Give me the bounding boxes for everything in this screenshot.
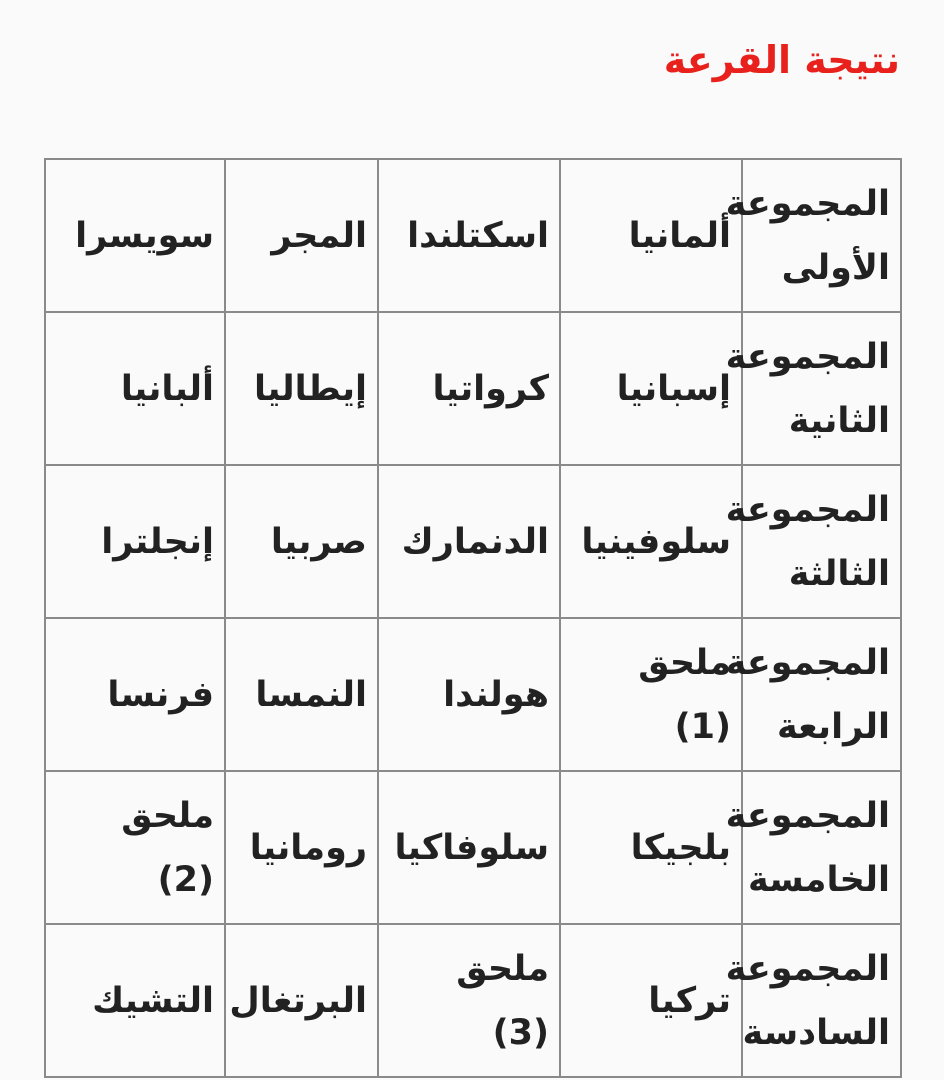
team-cell: إيطاليا (225, 312, 378, 465)
team-cell: ملحق (3) (378, 924, 560, 1077)
team-cell: إسبانيا (560, 312, 742, 465)
group-name: المجموعة الثانية (742, 312, 901, 465)
team-cell: ملحق (2) (45, 771, 225, 924)
team-cell: ألمانيا (560, 159, 742, 312)
table-row (45, 159, 901, 312)
team-cell: سلوفينيا (560, 465, 742, 618)
table-row (45, 618, 901, 771)
team-cell: المجر (225, 159, 378, 312)
draw-results-table (44, 158, 902, 1078)
team-cell: النمسا (225, 618, 378, 771)
team-cell: الدنمارك (378, 465, 560, 618)
team-cell: التشيك (45, 924, 225, 1077)
team-cell: اسكتلندا (378, 159, 560, 312)
team-cell: ملحق (1) (560, 618, 742, 771)
team-cell: ألبانيا (45, 312, 225, 465)
team-cell: كرواتيا (378, 312, 560, 465)
team-cell: البرتغال (225, 924, 378, 1077)
team-cell: بلجيكا (560, 771, 742, 924)
page-title: نتيجة القرعة (663, 38, 900, 82)
group-name: المجموعة الثالثة (742, 465, 901, 618)
team-cell: صربيا (225, 465, 378, 618)
team-cell: سويسرا (45, 159, 225, 312)
team-cell: سلوفاكيا (378, 771, 560, 924)
group-name: المجموعة الخامسة (742, 771, 901, 924)
group-name: المجموعة الرابعة (742, 618, 901, 771)
group-name: المجموعة السادسة (742, 924, 901, 1077)
team-cell: هولندا (378, 618, 560, 771)
team-cell: رومانيا (225, 771, 378, 924)
table-row (45, 312, 901, 465)
team-cell: تركيا (560, 924, 742, 1077)
team-cell: إنجلترا (45, 465, 225, 618)
team-cell: فرنسا (45, 618, 225, 771)
table-row (45, 465, 901, 618)
table-row (45, 924, 901, 1077)
table-row (45, 771, 901, 924)
group-name: المجموعة الأولى (742, 159, 901, 312)
